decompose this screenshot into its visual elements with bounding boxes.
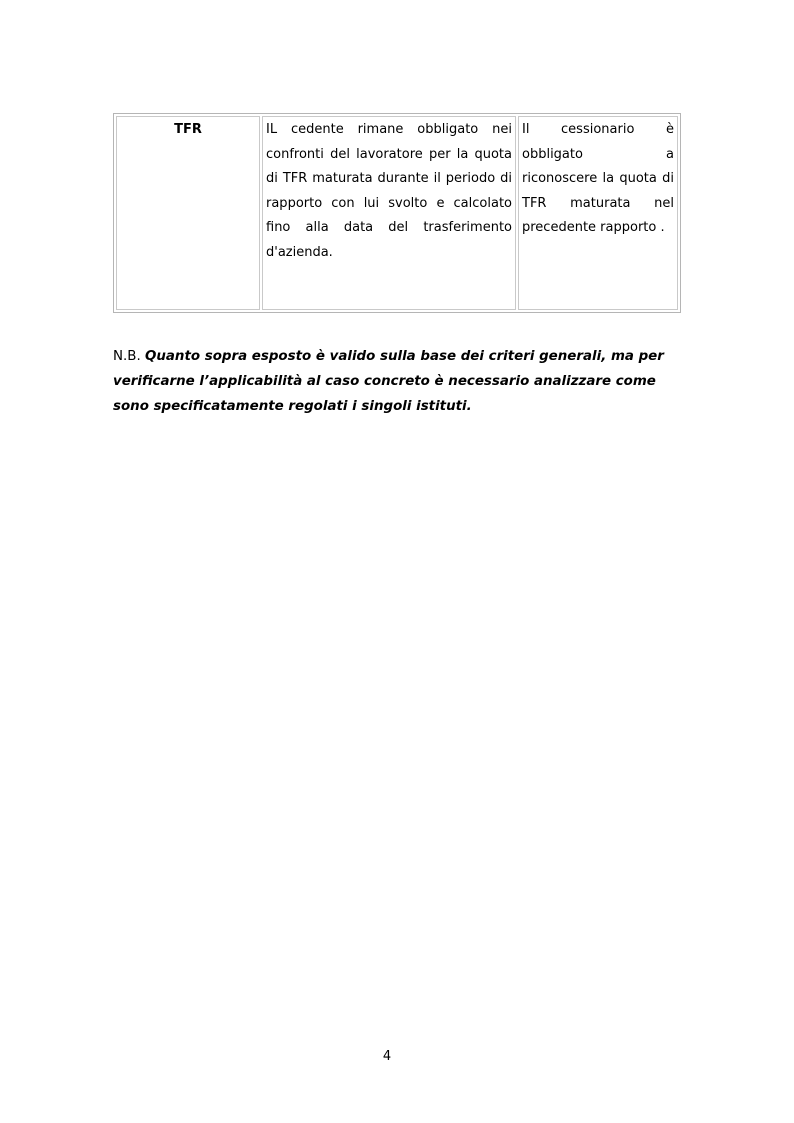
tfr-table xyxy=(114,114,680,312)
nb-prefix: N.B. xyxy=(113,349,145,364)
nb-note xyxy=(113,344,681,419)
row-label-cell: TFR xyxy=(116,116,260,310)
page-number: 4 xyxy=(382,1049,392,1064)
table-row xyxy=(116,116,678,310)
cedente-cell: IL cedente rimane obbligato nei confronti del lavoratore per la quota di TFR maturata durante il periodo di rapporto con lui svolto e calcolato fino alla data del trasferimento d'azienda. xyxy=(262,116,516,310)
nb-text: Quanto sopra esposto è valido sulla base dei criteri generali, ma per verificarne l’applicabilità al caso concreto è necessario analizzare come sono specificatamente regolati i singoli istituti. xyxy=(113,349,664,414)
tfr-table-frame xyxy=(113,113,681,313)
cessionario-cell: Il cessionario è obbligato a riconoscere la quota di TFR maturata nel precedente rapporto . xyxy=(518,116,678,310)
